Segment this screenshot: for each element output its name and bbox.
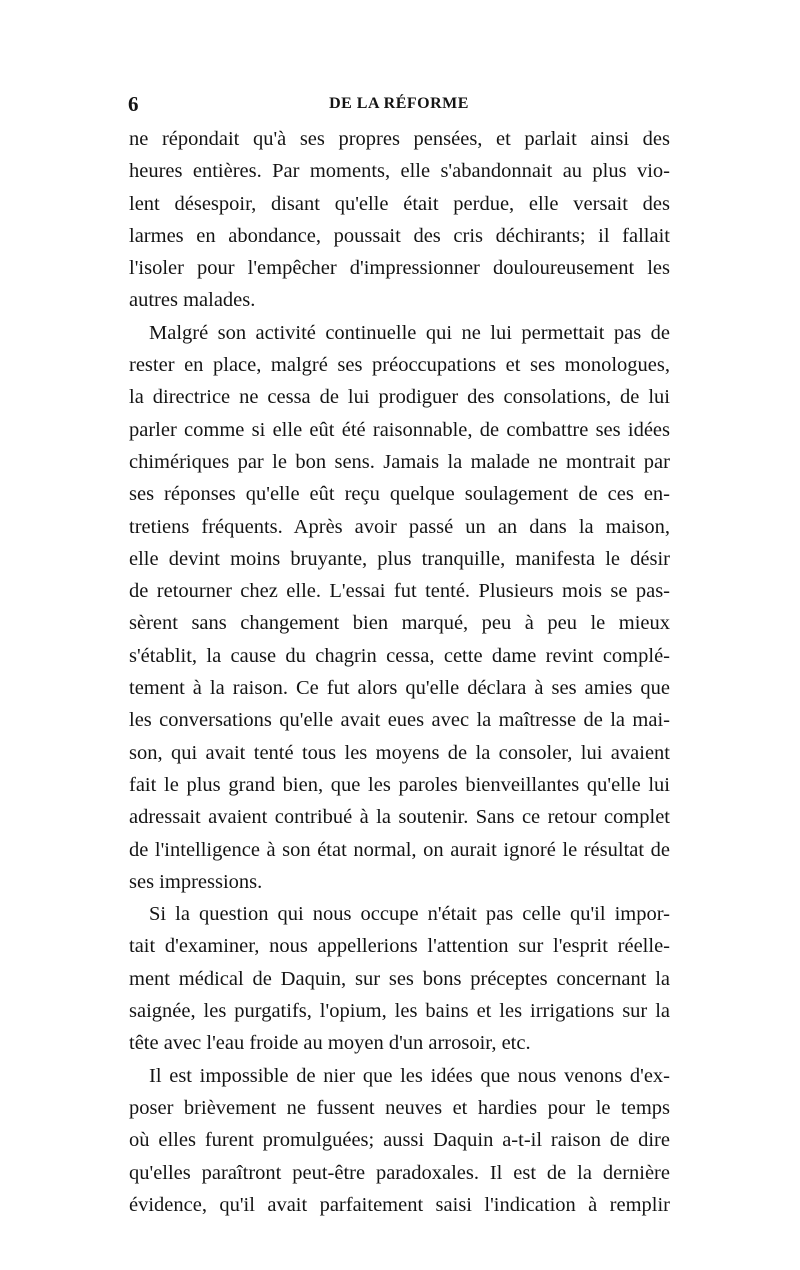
running-title: DE LA RÉFORME [329, 95, 469, 112]
text-line: Malgré son activité continuelle qui ne lui permettait pas de [149, 321, 670, 344]
text-line: saignée, les purgatifs, l'opium, les bains et les irrigations sur la [129, 1000, 670, 1023]
text-line: tretiens fréquents. Après avoir passé un an dans la maison, [129, 515, 670, 538]
text-line: autres malades. [129, 289, 256, 312]
text-line: rester en place, malgré ses préoccupations et ses monologues, [129, 354, 670, 377]
text-line: heures entières. Par moments, elle s'abandonnait au plus vio- [129, 160, 670, 183]
text-line: la directrice ne cessa de lui prodiguer des consolations, de lui [129, 386, 670, 409]
text-line: l'isoler pour l'empêcher d'impressionner douloureusement les [129, 257, 670, 280]
text-line: chimériques par le bon sens. Jamais la malade ne montrait par [129, 450, 670, 473]
text-line: Il est impossible de nier que les idées que nous venons d'ex- [149, 1064, 670, 1087]
text-line: évidence, qu'il avait parfaitement saisi l'indication à remplir [129, 1193, 670, 1216]
text-line: où elles furent promulguées; aussi Daquin a-t-il raison de dire [129, 1129, 670, 1152]
text-line: les conversations qu'elle avait eues avec la maîtresse de la mai- [129, 709, 670, 732]
text-line: son, qui avait tenté tous les moyens de la consoler, lui avaient [129, 741, 670, 764]
text-line: tait d'examiner, nous appellerions l'attention sur l'esprit réelle- [129, 935, 670, 958]
text-line: ses impressions. [129, 870, 263, 893]
text-line: poser brièvement ne fussent neuves et hardies pour le temps [129, 1096, 670, 1119]
text-line: fait le plus grand bien, que les paroles bienveillantes qu'elle lui [129, 773, 670, 796]
page-header [128, 92, 670, 118]
text-line: sèrent sans changement bien marqué, peu à peu le mieux [129, 612, 670, 635]
text-line: ment médical de Daquin, sur ses bons préceptes concernant la [129, 967, 670, 990]
text-line: elle devint moins bruyante, plus tranquille, manifesta le désir [129, 547, 670, 570]
text-line: ne répondait qu'à ses propres pensées, et parlait ainsi des [129, 128, 670, 150]
text-line: ses réponses qu'elle eût reçu quelque soulagement de ces en- [129, 483, 670, 506]
text-line: parler comme si elle eût été raisonnable, de combattre ses idées [129, 418, 670, 441]
text-line: tement à la raison. Ce fut alors qu'elle déclara à ses amies que [129, 677, 670, 700]
text-line: de l'intelligence à son état normal, on aurait ignoré le résultat de [129, 838, 670, 861]
text-line: Si la question qui nous occupe n'était pas celle qu'il impor- [149, 903, 670, 926]
text-line: de retourner chez elle. L'essai fut tenté. Plusieurs mois se pas- [129, 580, 670, 603]
page-number: 6 [128, 92, 139, 116]
text-line: s'établit, la cause du chagrin cessa, cette dame revint complé- [129, 644, 670, 667]
body-text [129, 123, 670, 1221]
text-line: larmes en abondance, poussait des cris déchirants; il fallait [129, 224, 670, 247]
text-line: adressait avaient contribué à la soutenir. Sans ce retour complet [129, 806, 670, 829]
text-line: lent désespoir, disant qu'elle était perdue, elle versait des [129, 192, 670, 215]
text-line: tête avec l'eau froide au moyen d'un arrosoir, etc. [129, 1032, 531, 1055]
text-line: qu'elles paraîtront peut-être paradoxales. Il est de la dernière [129, 1161, 670, 1184]
